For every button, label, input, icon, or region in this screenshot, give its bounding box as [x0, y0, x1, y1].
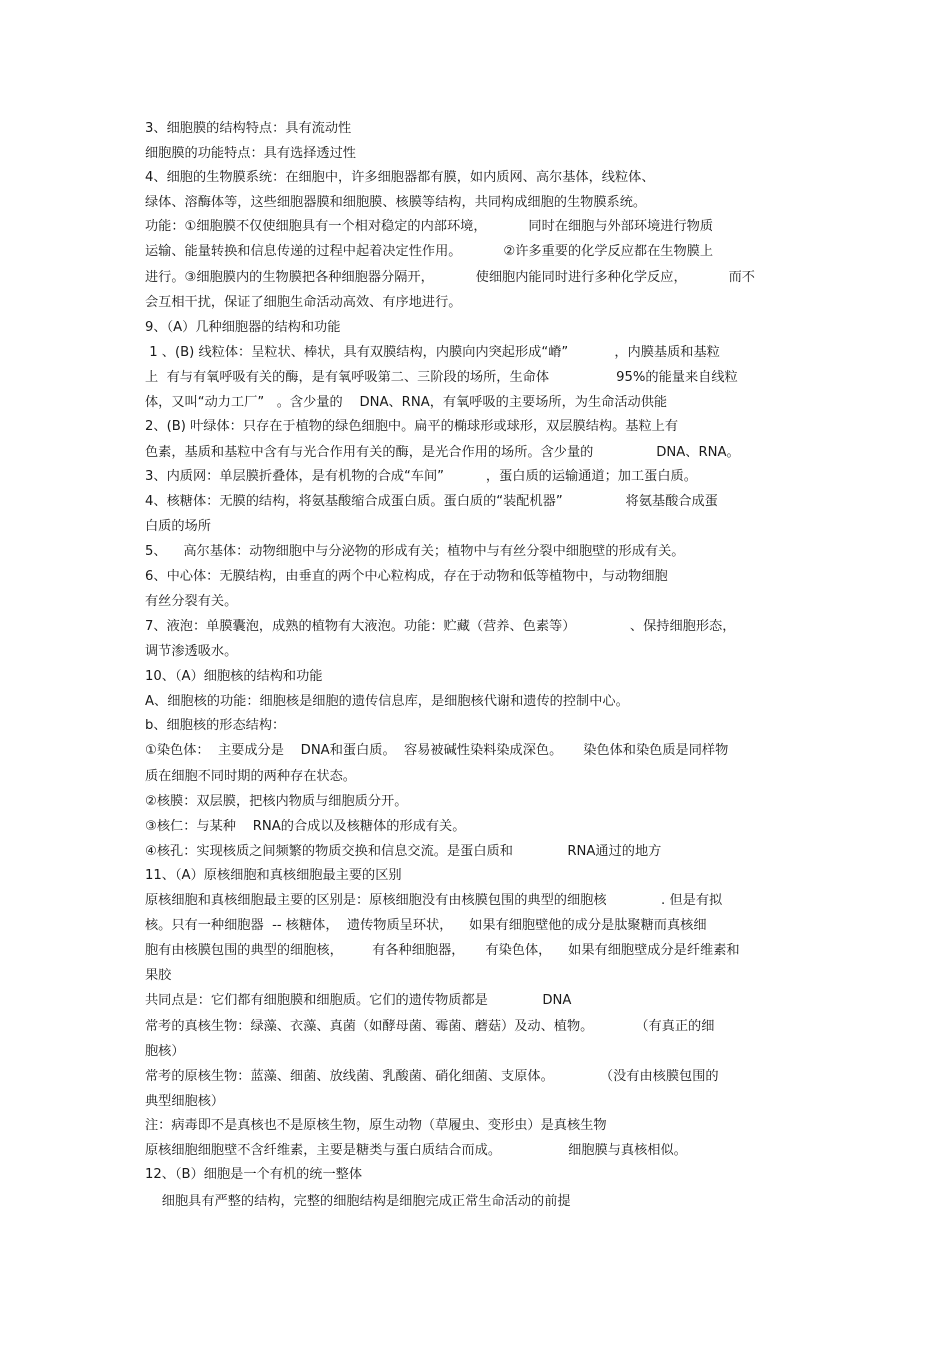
text-line: 白质的场所	[145, 519, 211, 534]
text-line: 进行。③细胞膜内的生物膜把各种细胞器分隔开， 使细胞内能同时进行多种化学反应， 而不	[145, 270, 755, 285]
text-line: 3、细胞膜的结构特点：具有流动性	[145, 121, 352, 136]
text-line: 色素，基质和基粒中含有与光合作用有关的酶，是光合作用的场所。含少量的 DNA、RNA。	[145, 445, 740, 460]
text-line: 3、内质网：单层膜折叠体，是有机物的合成“车间” ，蛋白质的运输通道；加工蛋白质。	[145, 469, 697, 484]
text-line: 4、细胞的生物膜系统：在细胞中，许多细胞器都有膜，如内质网、高尔基体，线粒体、	[145, 170, 655, 185]
text-line: 有丝分裂有关。	[145, 594, 238, 609]
text-line: b、细胞核的形态结构：	[145, 718, 286, 733]
section-heading: 12、（B）细胞是一个有机的统一整体	[145, 1167, 363, 1182]
text-line: 体，又叫“动力工厂” 。含少量的 DNA、RNA，有氧呼吸的主要场所，为生命活动供能	[145, 395, 668, 410]
text-line: 7、液泡：单膜囊泡，成熟的植物有大液泡。功能：贮藏（营养、色素等） 、保持细胞形态，	[145, 619, 736, 634]
text-line: ②核膜：双层膜，把核内物质与细胞质分开。	[145, 794, 408, 809]
text-line: 1 、(B) 线粒体：呈粒状、棒状，具有双膜结构，内膜向内突起形成“嵴” ，内膜基质和基粒	[145, 345, 720, 360]
text-line: 调节渗透吸水。	[145, 644, 238, 659]
text-line: 绿体、溶酶体等，这些细胞器膜和细胞膜、核膜等结构，共同构成细胞的生物膜系统。	[145, 195, 647, 210]
text-line: 上 有与有氧呼吸有关的酶，是有氧呼吸第二、三阶段的场所，生命体 95%的能量来自线粒	[145, 370, 738, 385]
section-heading: 9、（A）几种细胞器的结构和功能	[145, 320, 341, 335]
section-heading: 11、（A）原核细胞和真核细胞最主要的区别	[145, 868, 402, 883]
text-line: 原核细胞和真核细胞最主要的区别是：原核细胞没有由核膜包围的典型的细胞核 . 但是有拟	[145, 893, 723, 908]
text-line: A、细胞核的功能：细胞核是细胞的遗传信息库，是细胞核代谢和遗传的控制中心。	[145, 694, 629, 709]
text-line: 果胶	[145, 968, 172, 983]
text-line: 5、 高尔基体：动物细胞中与分泌物的形成有关；植物中与有丝分裂中细胞壁的形成有关。	[145, 544, 685, 559]
text-line: 胞有由核膜包围的典型的细胞核， 有各种细胞器， 有染色体， 如果有细胞壁成分是纤维素和	[145, 943, 740, 958]
text-line: 常考的真核生物：绿藻、衣藻、真菌（如酵母菌、霉菌、蘑菇）及动、植物。 （有真正的细	[145, 1019, 715, 1034]
text-line: 会互相干扰，保证了细胞生命活动高效、有序地进行。	[145, 295, 462, 310]
text-line: 胞核）	[145, 1044, 185, 1059]
section-heading: 10、（A）细胞核的结构和功能	[145, 669, 323, 684]
text-line: 4、核糖体：无膜的结构，将氨基酸缩合成蛋白质。蛋白质的“装配机器” 将氨基酸合成蛋	[145, 494, 718, 509]
text-line: 2、(B) 叶绿体：只存在于植物的绿色细胞中。扁平的椭球形或球形，双层膜结构。基粒上有	[145, 419, 679, 434]
text-line: 注：病毒即不是真核也不是原核生物，原生动物（草履虫、变形虫）是真核生物	[145, 1118, 607, 1133]
text-line: 核。只有一种细胞器 -- 核糖体， 遗传物质呈环状， 如果有细胞壁他的成分是肽聚糖而真核细	[145, 918, 707, 933]
text-line: 共同点是：它们都有细胞膜和细胞质。它们的遗传物质都是 DNA	[145, 993, 572, 1008]
text-line: 运输、能量转换和信息传递的过程中起着决定性作用。 ②许多重要的化学反应都在生物膜上	[145, 244, 714, 259]
text-line: 质在细胞不同时期的两种存在状态。	[145, 769, 356, 784]
text-line: 6、中心体：无膜结构，由垂直的两个中心粒构成，存在于动物和低等植物中，与动物细胞	[145, 569, 668, 584]
text-line: 细胞膜的功能特点：具有选择透过性	[145, 146, 356, 161]
text-line: 典型细胞核）	[145, 1094, 225, 1109]
text-line: 原核细胞细胞壁不含纤维素，主要是糖类与蛋白质结合而成。 细胞膜与真核相似。	[145, 1143, 687, 1158]
text-line: 常考的原核生物：蓝藻、细菌、放线菌、乳酸菌、硝化细菌、支原体。 （没有由核膜包围的	[145, 1069, 719, 1084]
text-line: ①染色体： 主要成分是 DNA和蛋白质。 容易被碱性染料染成深色。 染色体和染色质是同样物	[145, 743, 729, 758]
text-line: ③核仁：与某种 RNA的合成以及核糖体的形成有关。	[145, 819, 466, 834]
text-line: ④核孔：实现核质之间频繁的物质交换和信息交流。是蛋白质和 RNA通过的地方	[145, 844, 662, 859]
text-line: 细胞具有严整的结构，完整的细胞结构是细胞完成正常生命活动的前提	[145, 1194, 571, 1209]
text-line: 功能：①细胞膜不仅使细胞具有一个相对稳定的内部环境， 同时在细胞与外部环境进行物质	[145, 219, 714, 234]
